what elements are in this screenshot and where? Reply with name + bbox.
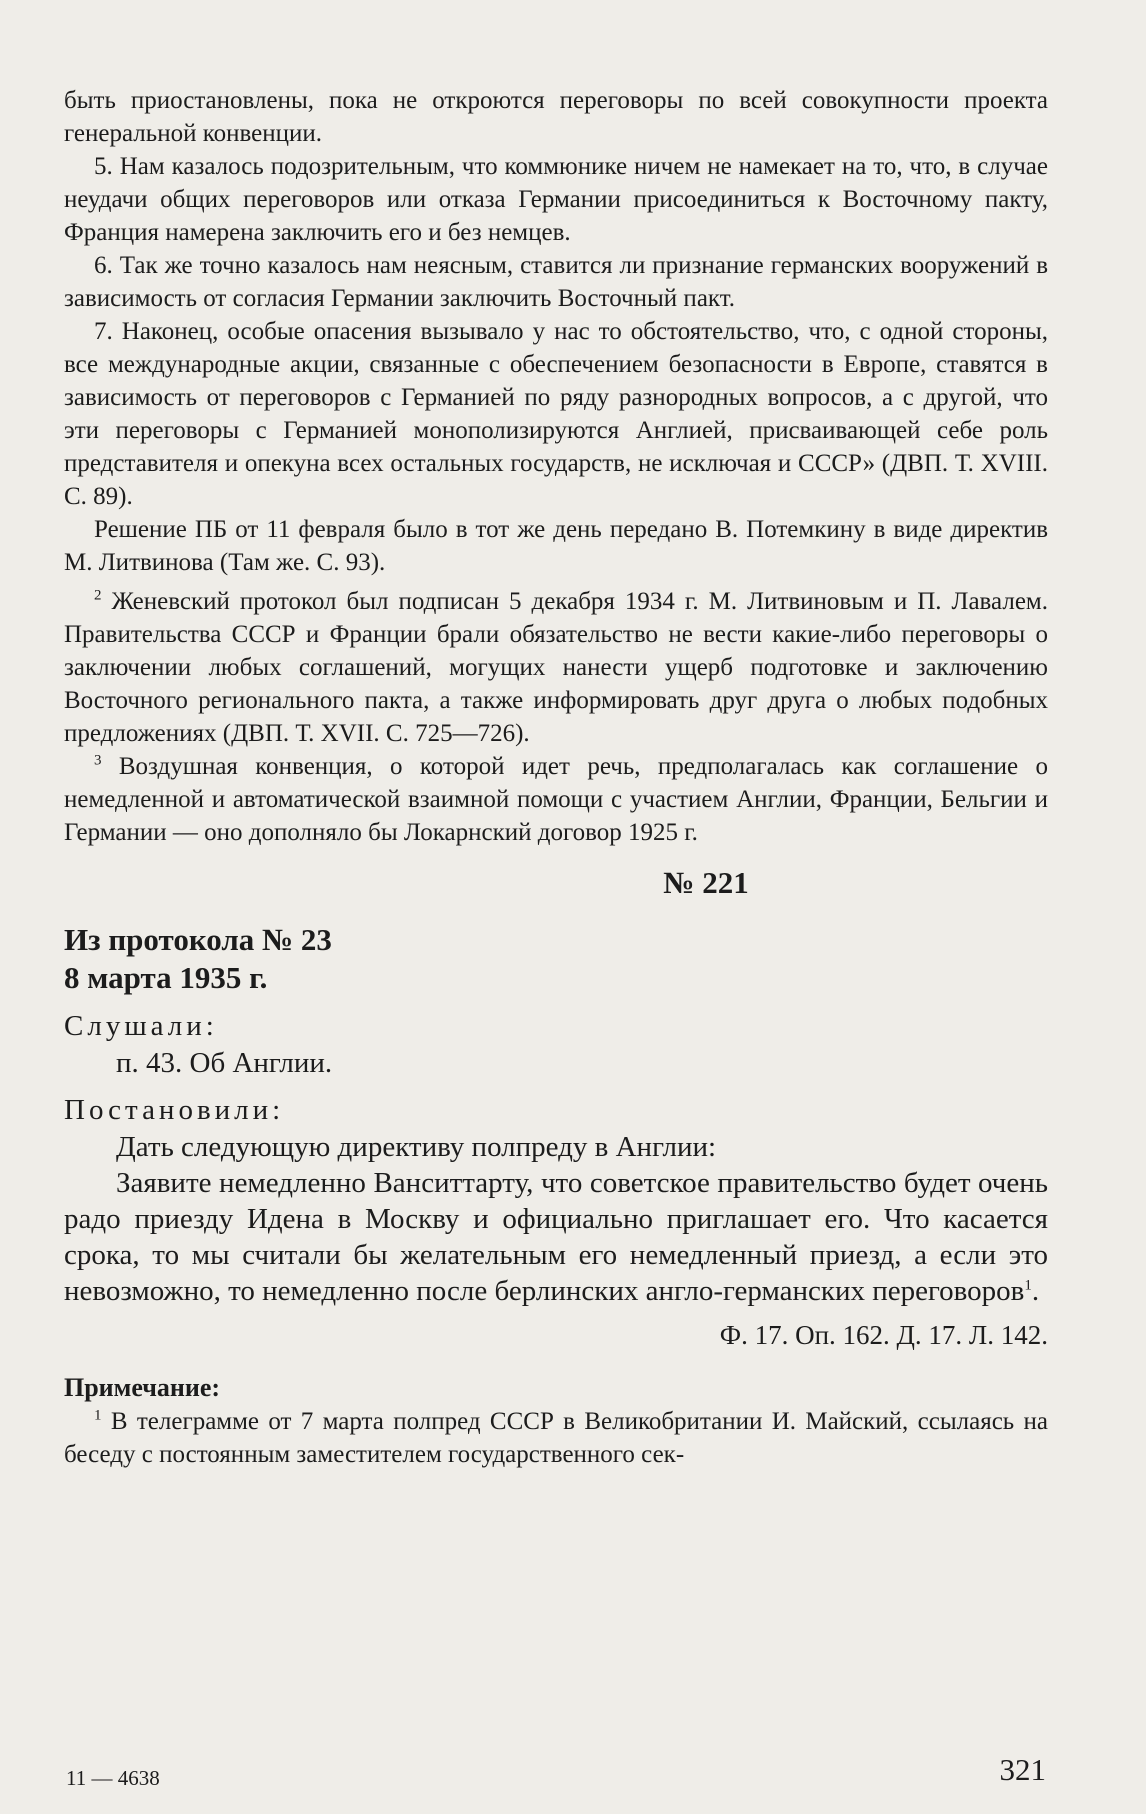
note-heading: Примечание: [64, 1373, 221, 1402]
directive-end: . [1031, 1275, 1040, 1307]
note-footnote-1-text: В телеграмме от 7 марта полпред СССР в Великобритании И. Майский, ссылаясь на беседу с постоянным заместителем государственного сек- [64, 1408, 1049, 1468]
document-title-line1: Из протокола № 23 [64, 922, 332, 957]
footnote-3-mark: 3 [94, 752, 102, 769]
footnote-2-mark: 2 [94, 587, 102, 604]
heard-label: Слушали: [64, 1010, 218, 1042]
heard-item: п. 43. Об Англии. [116, 1047, 333, 1079]
paragraph-continuation: быть приостановлены, пока не откроются переговоры по всей совокупности проекта генеральной конвенции. [64, 87, 1048, 147]
directive-footnote-mark: 1 [1024, 1277, 1032, 1294]
directive-text [64, 1165, 1048, 1309]
footnote-3 [64, 750, 1048, 849]
paragraph-point-6: 6. Так же точно казалось нам неясным, ставится ли признание германских вооружений в зависимость от согласия Германии заключить Восточный пакт. [64, 252, 1048, 312]
document-number: № 221 [663, 865, 749, 900]
directive-body: Заявите немедленно Ванситтарту, что советское правительство будет очень радо приезду Идена в Москву и официально приглашает его. Что касается срока, то мы считали бы желательным его немедленный приезд, а если это невозможно, то немедленно после берлинских англо-германских переговоров [64, 1167, 1048, 1307]
note-footnote-1 [64, 1405, 1048, 1471]
document-date: 8 марта 1935 г. [64, 960, 268, 995]
footnote-3-text: Воздушная конвенция, о которой идет речь, предполагалась как соглашение о немедленной и автоматической взаимной помощи с участием Англии, Франции, Бельгии и Германии — оно дополняло бы Локарнский договор 1925 г. [64, 753, 1048, 846]
printer-signature: 11 — 4638 [66, 1766, 160, 1790]
paragraph-point-5: 5. Нам казалось подозрительным, что коммюнике ничем не намекает на то, что, в случае неудачи общих переговоров или отказа Германии присоединиться к Восточному пакту, Франция намерена заключить его и без немцев. [64, 153, 1048, 246]
decided-intro: Дать следующую директиву полпреду в Англии: [116, 1131, 717, 1163]
page-content [64, 84, 1048, 1471]
footnote-2-text: Женевский протокол был подписан 5 декабря 1934 г. М. Литвиновым и П. Лавалем. Правительства СССР и Франции брали обязательство не вести какие-либо переговоры о заключении любых соглашений, могущих нанести ущерб подготовке и заключению Восточного регионального пакта, а также информировать друг друга о любых подобных предложениях (ДВП. Т. XVII. С. 725—726). [64, 588, 1048, 747]
document-title [64, 921, 1048, 997]
page-number: 321 [999, 1752, 1046, 1787]
decided-label: Постановили: [64, 1094, 285, 1126]
archive-reference: Ф. 17. Оп. 162. Д. 17. Л. 142. [719, 1320, 1048, 1350]
paragraph-decision: Решение ПБ от 11 февраля было в тот же день передано В. Потемкину в виде директив М. Литвинова (Там же. С. 93). [64, 516, 1048, 576]
note-footnote-1-mark: 1 [94, 1407, 102, 1424]
paragraph-point-7: 7. Наконец, особые опасения вызывало у нас то обстоятельство, что, с одной стороны, все международные акции, связанные с обеспечением безопасности в Европе, ставятся в зависимость от переговоров с Германией по ряду разнородных вопросов, а с другой, что эти переговоры с Германией монополизируются Англией, присваивающей себе роль представителя и опекуна всех остальных государств, не исключая и СССР» (ДВП. Т. XVIII. С. 89). [64, 318, 1048, 510]
footnote-2 [64, 585, 1048, 750]
